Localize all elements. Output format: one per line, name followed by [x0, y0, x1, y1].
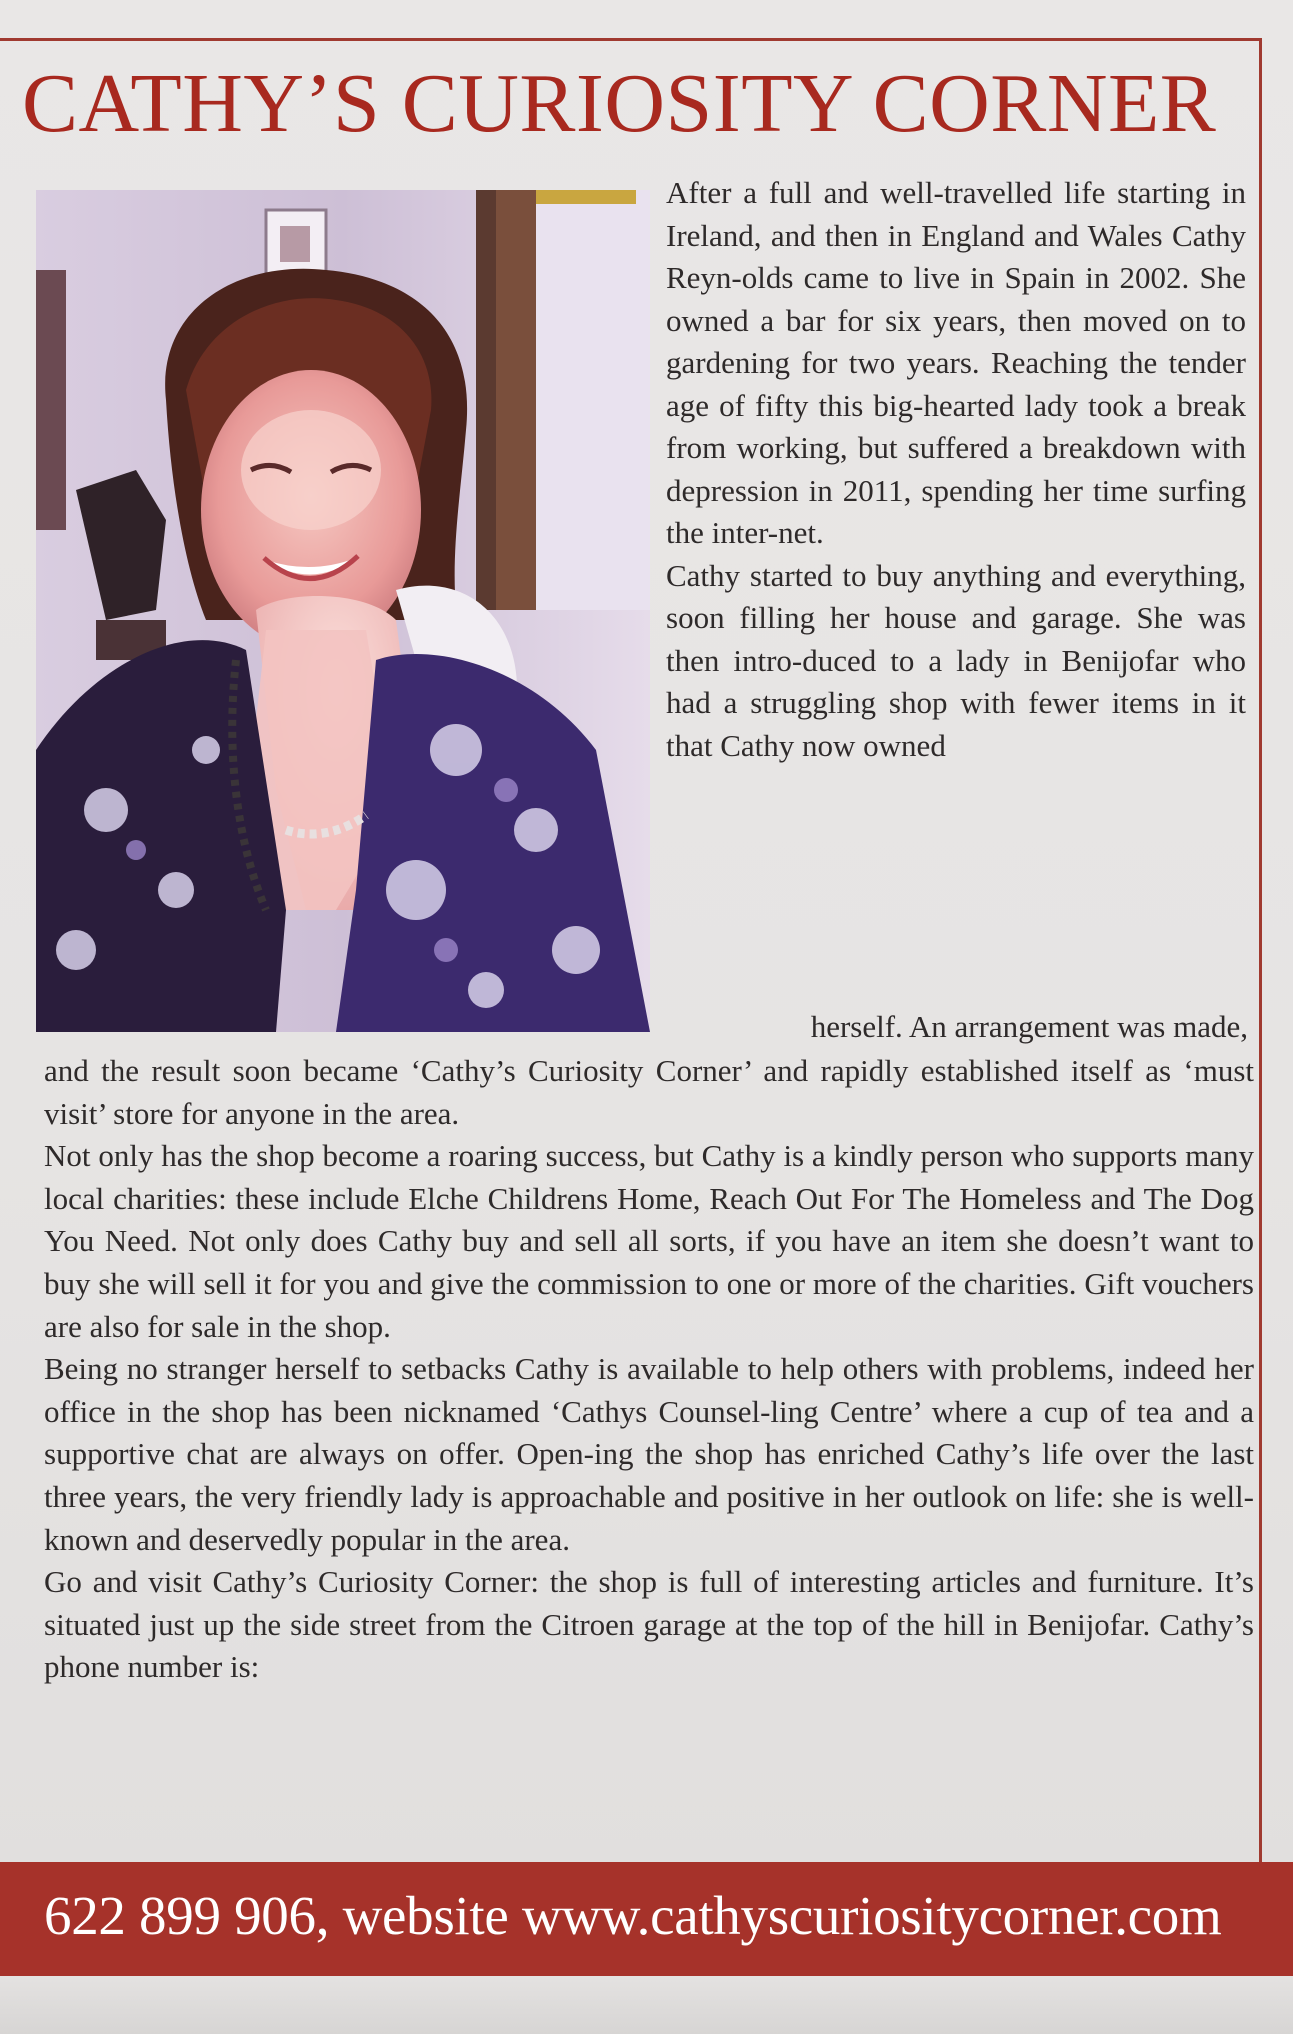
intro-paragraph: After a full and well-travelled life starting in Ireland, and then in England and Wales Cathy Reyn-olds came to live in Spain in 2002. She owned a bar for six years, then moved on to gardening for two years. Reaching the tender age of fifty this big-hearted lady took a break from working, but suffered a breakdown with depression in 2011, spending her time surfing the inter-net.: [666, 175, 1246, 550]
second-paragraph-side-tail: herself. An arrangement was made,: [810, 1009, 1248, 1044]
portrait-photo: [36, 190, 650, 1032]
side-column-text: [666, 172, 1246, 767]
counselling-paragraph: Being no stranger herself to setbacks Cathy is available to help others with problems, indeed her office in the shop has been nicknamed ‘Cathys Counsel-ling Centre’ where a cup of tea and a supportive chat are always on offer. Open-ing the shop has enriched Cathy’s life over the last three years, the very friendly lady is approachable and positive in her outlook on life: she is well-known and deservedly popular in the area.: [44, 1351, 1254, 1557]
article-title: CATHY’S CURIOSITY CORNER: [22, 57, 1217, 150]
charities-paragraph: Not only has the shop become a roaring success, but Cathy is a kindly person who supports many local charities: these include Elche Childrens Home, Reach Out For The Homeless and The Dog You Need. Not only does Cathy buy and sell all sorts, if you have an item she doesn’t want to buy she will sell it for you and give the commission to one or more of the charities. Gift vouchers are also for sale in the shop.: [44, 1138, 1254, 1344]
visit-paragraph: Go and visit Cathy’s Curiosity Corner: the shop is full of interesting articles and furniture. It’s situated just up the side street from the Citroen garage at the top of the hill in Benijofar. Cathy’s phone number is:: [44, 1564, 1254, 1685]
second-paragraph-start: Cathy started to buy anything and everything, soon filling her house and garage. She was then intro-duced to a lady in Benijofar who had a struggling shop with fewer items in it that Cathy now owned: [666, 557, 1246, 763]
full-width-text: [44, 1050, 1254, 1689]
page-bottom-margin: [0, 1976, 1293, 2034]
second-paragraph-continued: and the result soon became ‘Cathy’s Curiosity Corner’ and rapidly established itself as ‘must visit’ store for anyone in the area.: [44, 1053, 1254, 1131]
portrait-illustration: [36, 190, 650, 1032]
contact-details: 622 899 906, website www.cathyscuriositycorner.com: [44, 1885, 1222, 1946]
